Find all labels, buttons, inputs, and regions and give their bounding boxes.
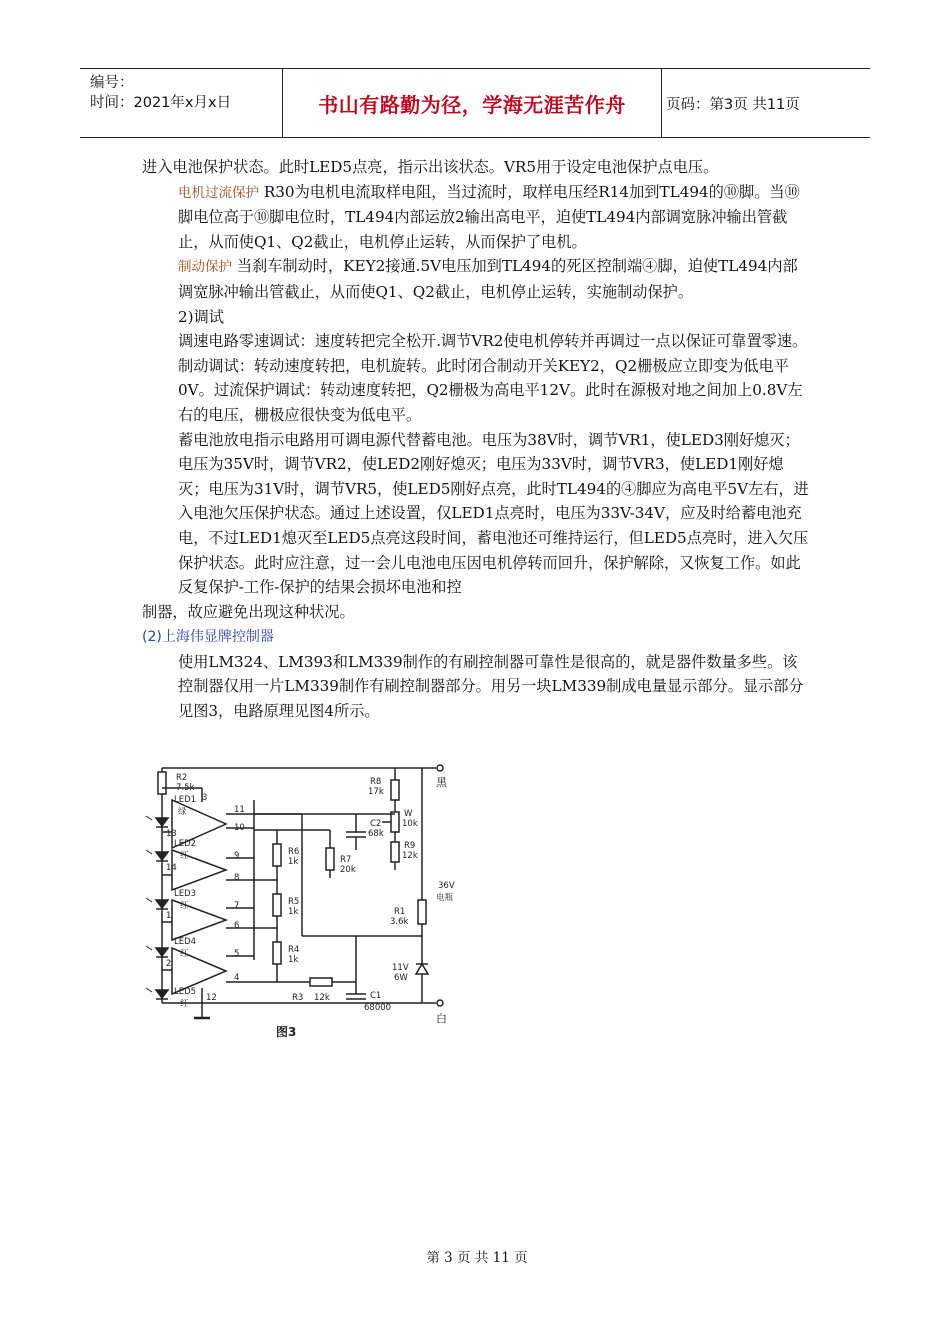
label-led3: LED3	[174, 889, 197, 899]
pin-2: 2	[166, 959, 172, 969]
label-battery: 电瓶	[436, 893, 454, 903]
label-led2-color: 红	[180, 851, 189, 861]
pin-11: 11	[234, 805, 245, 815]
pin-3: 3	[202, 793, 208, 803]
inline-heading: 电机过流保护	[178, 184, 259, 201]
paragraph: 进入电池保护状态。此时LED5点亮，指示出该状态。VR5用于设定电池保护点电压。	[142, 158, 719, 176]
paragraph: 蓄电池放电指示电路用可调电源代替蓄电池。电压为38V时，调节VR1，使LED3刚好熄灭；电压为35V时，调节VR2，使LED2刚好熄灭；电压为33V时，调节VR3，使LED1刚好熄灭；电压为31V时，调节VR5，使LED5刚好点亮，此时TL494的④脚应为高电平5V左右，进入电池欠压保护状态。通过上述设置，仅LED1点亮时，电压为33V-34V，应及时给蓄电池充电，不过LED1熄灭至LED5点亮这段时间，蓄电池还可维持运行，但LED5点亮时，进入欠压保护状态。此时应注意，过一会儿电池电压因电机停转而回升，保护解除，又恢复工作。如此反复保护-工作-保护的结果会损坏电池和控	[178, 430, 809, 597]
label-r7-value: 20k	[340, 865, 356, 875]
label-r9-value: 12k	[402, 851, 418, 861]
pin-14: 14	[166, 863, 177, 873]
label-r7: R7	[340, 855, 352, 865]
label-led5: LED5	[174, 987, 197, 997]
page-footer: 第 3 页 共 11 页	[426, 1250, 528, 1266]
label-white-terminal: 白	[436, 1012, 447, 1025]
paragraph: 制器，故应避免出现这种状况。	[142, 602, 355, 621]
label-led2: LED2	[174, 839, 197, 849]
pin-9: 9	[234, 851, 240, 861]
label-w: W	[404, 809, 413, 819]
paragraph: 制动保护 当刹车制动时，KEY2接通.5V电压加到TL494的死区控制端④脚，迫使TL494内部调宽脉冲输出管截止，从而使Q1、Q2截止，电机停止运转，实施制动保护。	[178, 257, 798, 301]
paragraph: 调速电路零速调试：速度转把完全松开.调节VR2使电机停转并再调过一点以保证可靠置零速。制动调试：转动速度转把，电机旋转。此时闭合制动开关KEY2，Q2栅极应立即变为低电平0V。过流保护调试：转动速度转把，Q2栅极为高电平12V。此时在源极对地之间加上0.8V左右的电压，栅极应很快变为低电平。	[178, 332, 808, 424]
document-body	[142, 155, 810, 724]
label-r9: R9	[404, 841, 416, 851]
document-number: 编号：	[90, 75, 134, 91]
header-motto-cell	[282, 69, 662, 137]
document-date: 时间：2021年x月x日	[90, 95, 232, 111]
label-black-terminal: 黑	[436, 776, 447, 789]
paragraph: 使用LM324、LM393和LM339制作的有刷控制器可靠性是很高的，就是器件数量多些。该控制器仅用一片LM339制作有刷控制器部分。用另一块LM339制成电量显示部分。显示部分见图3，电路原理见图4所示。	[178, 652, 804, 721]
label-r4-value: 1k	[288, 955, 299, 965]
label-battery-voltage: 36V	[438, 881, 455, 891]
label-zener-watt: 6W	[394, 973, 408, 983]
label-r4: R4	[288, 945, 300, 955]
label-led1-color: 绿	[178, 807, 187, 817]
pin-12: 12	[206, 993, 217, 1003]
label-led4: LED4	[174, 937, 197, 947]
label-r2: R2	[176, 773, 188, 783]
pin-4: 4	[234, 973, 240, 983]
pin-6: 6	[234, 921, 240, 931]
page-header	[80, 68, 870, 138]
label-r3: R3	[292, 993, 304, 1003]
pin-8: 8	[234, 873, 240, 883]
label-r6: R6	[288, 847, 300, 857]
pin-13: 13	[166, 829, 177, 839]
label-led3-color: 红	[180, 901, 189, 911]
inline-heading: 制动保护	[178, 259, 232, 276]
label-c1: C1	[370, 991, 382, 1001]
label-w-value: 10k	[402, 819, 418, 829]
pin-5: 5	[234, 949, 240, 959]
pin-7: 7	[234, 901, 240, 911]
subsection-heading: (2)上海伟显牌控制器	[142, 629, 274, 646]
label-r5-value: 1k	[288, 907, 299, 917]
section-heading: 2)调试	[178, 307, 224, 326]
label-r2-value: 7.5k	[176, 783, 195, 793]
label-r3-value: 12k	[314, 993, 330, 1003]
label-led5-color: 红	[180, 999, 189, 1009]
label-led4-color: 红	[180, 949, 189, 959]
label-zener-voltage: 11V	[392, 963, 409, 973]
header-page-number: 页码：第3页 共11页	[666, 96, 800, 113]
label-r8: R8	[370, 777, 382, 787]
header-meta	[80, 69, 282, 137]
pin-1: 1	[166, 911, 172, 921]
label-r5: R5	[288, 897, 300, 907]
pin-10: 10	[234, 823, 245, 833]
circuit-diagram	[142, 760, 466, 1045]
label-r1-value: 3.6k	[390, 917, 409, 927]
header-motto: 书山有路勤为径，学海无涯苦作舟	[318, 92, 626, 117]
label-led1: LED1	[174, 795, 197, 805]
circuit-figure	[142, 760, 466, 1045]
label-c2-value: 68k	[368, 829, 384, 839]
figure-caption: 图3	[276, 1025, 297, 1039]
label-c1-value: 68000	[364, 1003, 392, 1013]
label-r6-value: 1k	[288, 857, 299, 867]
label-c2: C2	[370, 819, 382, 829]
paragraph: 电机过流保护 R30为电机电流取样电阻，当过流时，取样电压经R14加到TL494的⑩脚。当⑩脚电位高于⑩脚电位时，TL494内部运放2输出高电平，迫使TL494内部调宽脉冲输出管截止，从而使Q1、Q2截止，电机停止运转，从而保护了电机。	[178, 182, 800, 251]
label-r8-value: 17k	[368, 787, 384, 797]
label-r1: R1	[394, 907, 406, 917]
